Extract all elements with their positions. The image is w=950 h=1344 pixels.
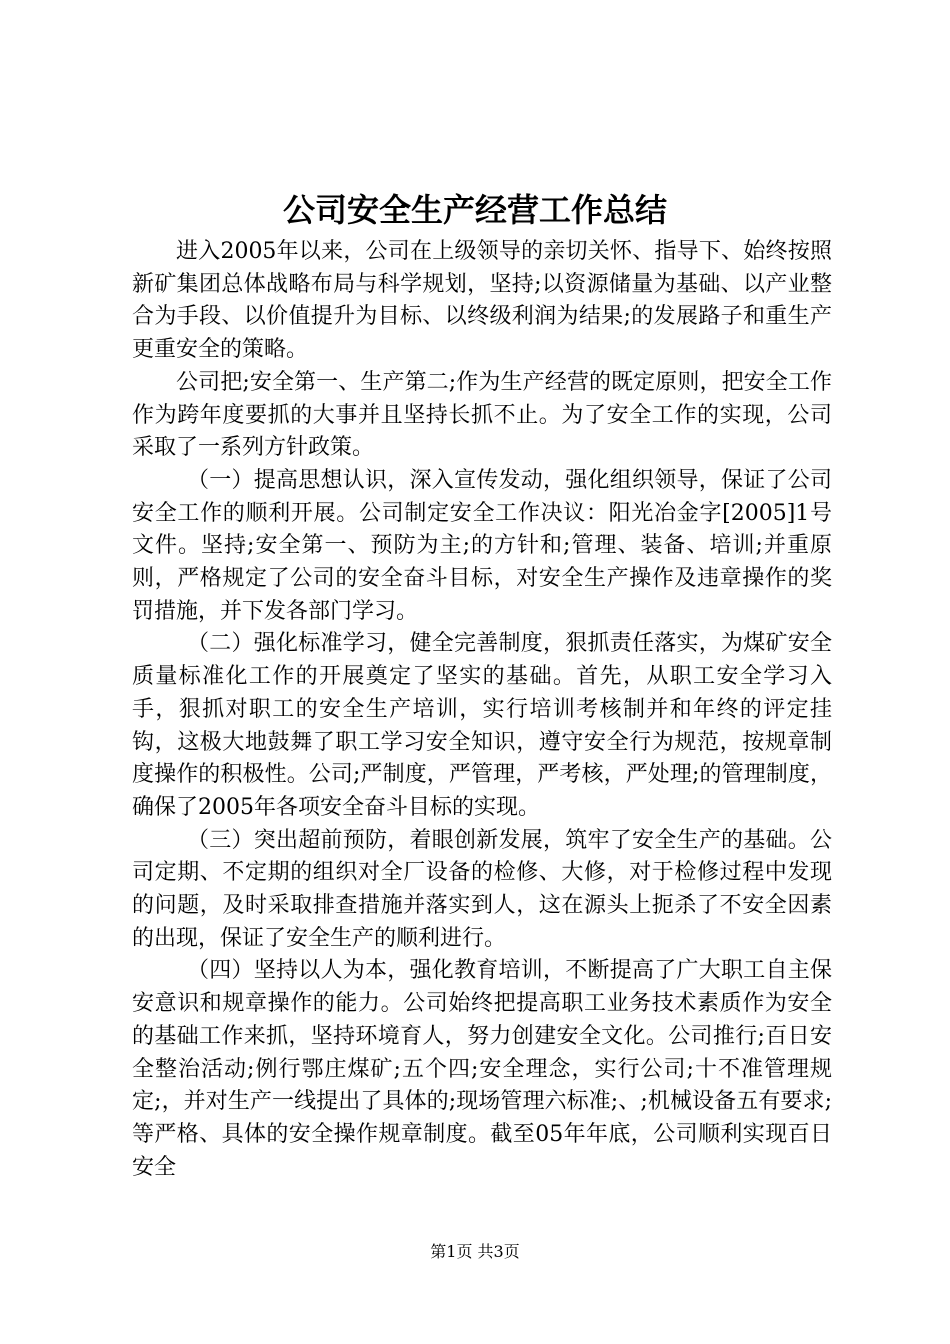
paragraph-section-2: （二）强化标准学习，健全完善制度，狠抓责任落实，为煤矿安全质量标准化工作的开展奠定了坚实的基础。首先，从职工安全学习入手，狠抓对职工的安全生产培训，实行培训考核制并和年终的评定挂钩，这极大地鼓舞了职工学习安全知识，遵守安全行为规范，按规章制度操作的积极性。公司;严制度，严管理，严考核，严处理;的管理制度，确保了2005年各项安全奋斗目标的实现。 (132, 631, 832, 820)
page-number-footer: 第1页 共3页 (430, 1242, 520, 1261)
paragraph-principle: 公司把;安全第一、生产第二;作为生产经营的既定原则，把安全工作作为跨年度要抓的大事并且坚持长抓不止。为了安全工作的实现，公司采取了一系列方针政策。 (132, 369, 832, 461)
document-title: 公司安全生产经营工作总结 (282, 191, 667, 229)
paragraph-section-1: （一）提高思想认识，深入宣传发动，强化组织领导，保证了公司安全工作的顺利开展。公司制定安全工作决议：阳光冶金字[2005]1号文件。坚持;安全第一、预防为主;的方针和;管理、装备、培训;并重原则，严格规定了公司的安全奋斗目标，对安全生产操作及违章操作的奖罚措施，并下发各部门学习。 (132, 467, 832, 624)
paragraph-section-4: （四）坚持以人为本，强化教育培训，不断提高了广大职工自主保安意识和规章操作的能力。公司始终把提高职工业务技术素质作为安全的基础工作来抓，坚持环境育人，努力创建安全文化。公司推行;百日安全整治活动;例行鄂庄煤矿;五个四;安全理念，实行公司;十不准管理规定;，并对生产一线提出了具体的;现场管理六标准;、;机械设备五有要求;等严格、具体的安全操作规章制度。截至05年年底，公司顺利实现百日安全 (132, 958, 832, 1180)
document-body (132, 236, 832, 1184)
paragraph-section-3: （三）突出超前预防，着眼创新发展，筑牢了安全生产的基础。公司定期、不定期的组织对全厂设备的检修、大修，对于检修过程中发现的问题，及时采取排查措施并落实到人，这在源头上扼杀了不安全因素的出现，保证了安全生产的顺利进行。 (132, 827, 832, 951)
paragraph-intro: 进入2005年以来，公司在上级领导的亲切关怀、指导下、始终按照新矿集团总体战略布局与科学规划，坚持;以资源储量为基础、以产业整合为手段、以价值提升为目标、以终级利润为结果;的发展路子和重生产更重安全的策略。 (132, 239, 832, 363)
